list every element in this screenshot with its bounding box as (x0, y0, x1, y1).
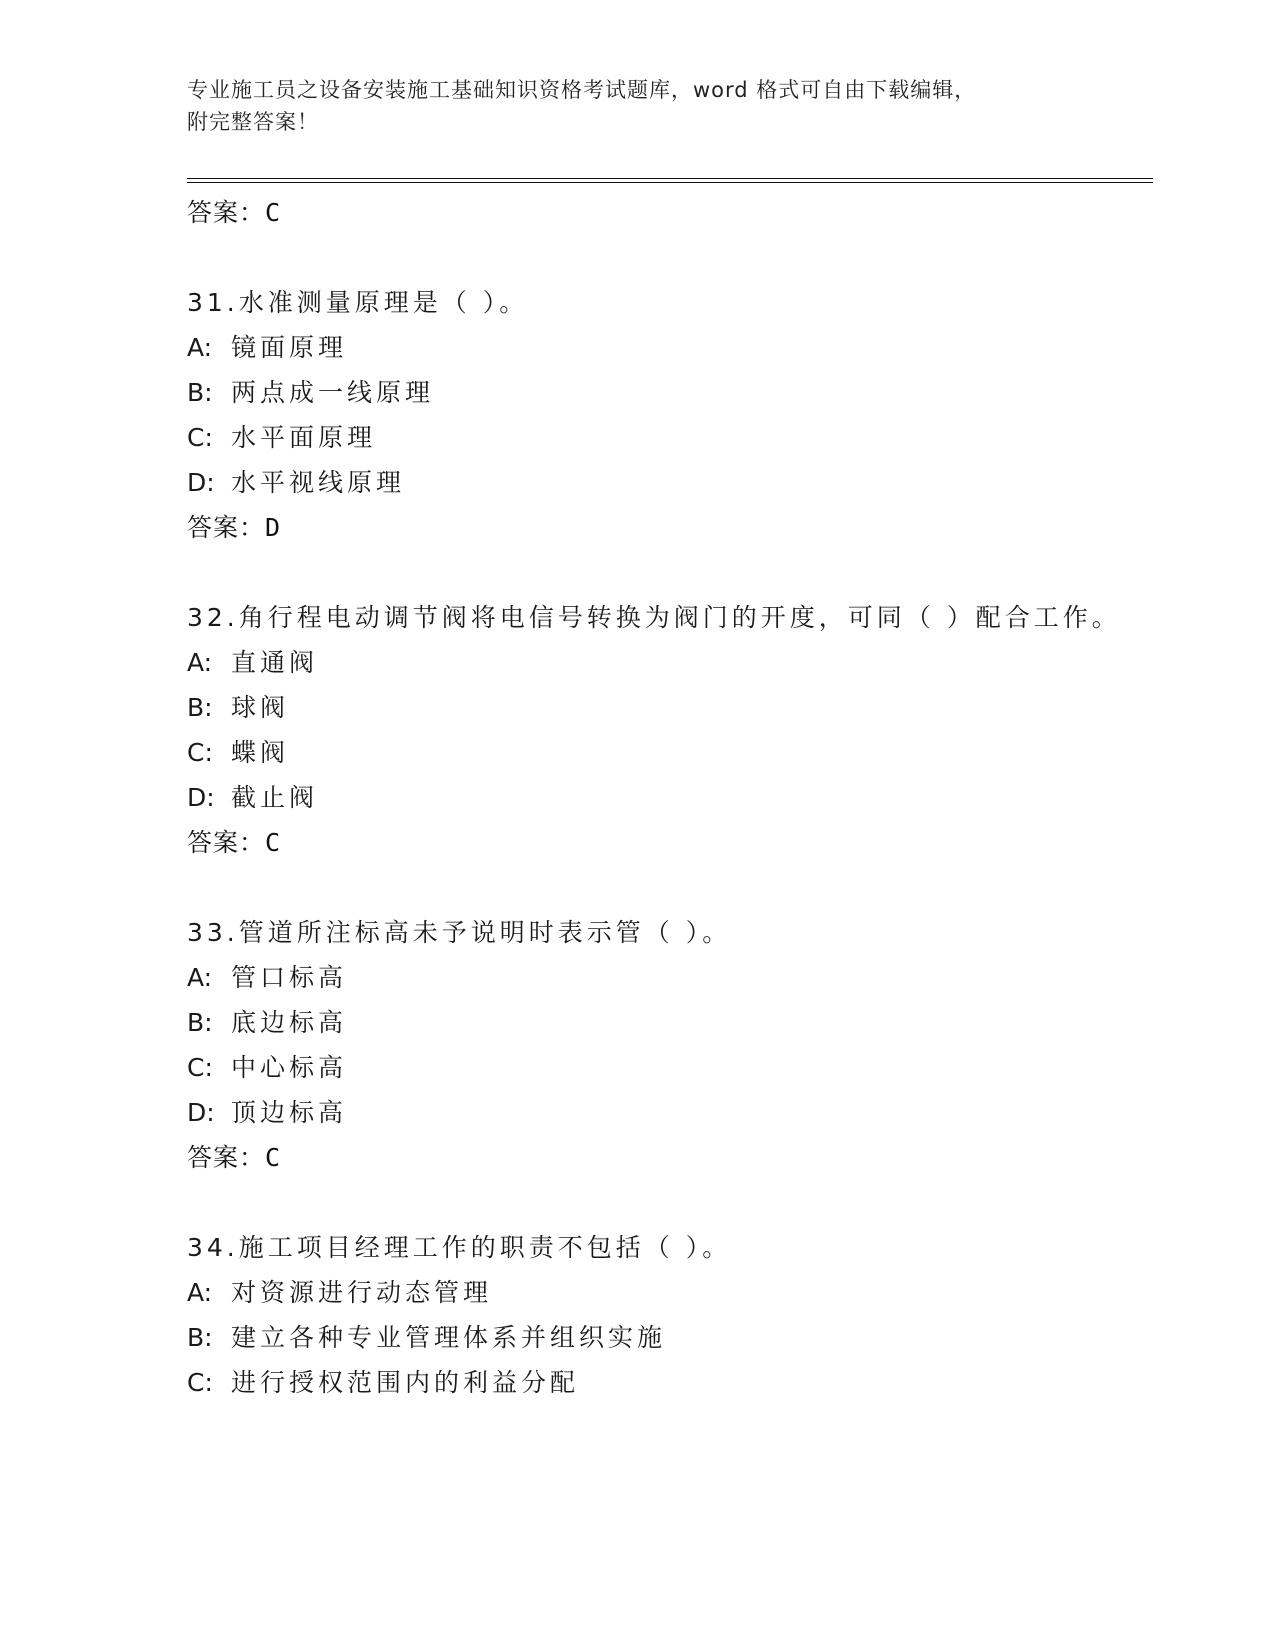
option-key: C: (187, 1053, 213, 1082)
document-header (187, 74, 1087, 138)
answer-line (187, 505, 1127, 550)
option-d (187, 460, 1127, 505)
option-key: C: (187, 423, 213, 452)
answer-line (187, 1135, 1127, 1180)
option-text: 球阀 (231, 693, 290, 722)
question-33 (187, 910, 1127, 1180)
option-key: D: (187, 1098, 215, 1127)
answer-value: C (265, 198, 282, 227)
header-divider (187, 178, 1153, 183)
option-b (187, 370, 1127, 415)
option-text: 两点成一线原理 (231, 378, 435, 407)
option-text: 对资源进行动态管理 (231, 1278, 493, 1307)
answer-line (187, 820, 1127, 865)
option-c (187, 415, 1127, 460)
option-text: 管口标高 (231, 963, 348, 992)
option-text: 水平视线原理 (231, 468, 406, 497)
option-a (187, 325, 1127, 370)
option-a (187, 1270, 1127, 1315)
header-line-2: 附完整答案！ (187, 110, 319, 134)
question-31 (187, 280, 1127, 550)
answer-label: 答案： (187, 198, 266, 227)
option-key: A: (187, 648, 213, 677)
option-a (187, 955, 1127, 1000)
question-stem: 33.管道所注标高未予说明时表示管（ ）。 (187, 918, 732, 947)
question-34 (187, 1225, 1127, 1405)
option-d (187, 775, 1127, 820)
option-key: C: (187, 738, 213, 767)
option-b (187, 1000, 1127, 1045)
option-text: 镜面原理 (231, 333, 348, 362)
answer-line (187, 190, 1127, 235)
option-a (187, 640, 1127, 685)
question-list (187, 190, 1127, 1405)
option-key: B: (187, 1008, 213, 1037)
option-key: A: (187, 1278, 213, 1307)
header-line-1: 专业施工员之设备安装施工基础知识资格考试题库，word 格式可自由下载编辑， (187, 78, 977, 102)
option-c (187, 1045, 1127, 1090)
option-text: 截止阀 (231, 783, 319, 812)
option-text: 直通阀 (231, 648, 319, 677)
question-stem: 34.施工项目经理工作的职责不包括（ ）。 (187, 1233, 732, 1262)
question-stem: 32.角行程电动调节阀将电信号转换为阀门的开度，可同（ ）配合工作。 (187, 603, 1121, 632)
option-text: 蝶阀 (231, 738, 290, 767)
option-text: 进行授权范围内的利益分配 (231, 1368, 580, 1397)
answer-label: 答案： (187, 1143, 266, 1172)
option-c (187, 730, 1127, 775)
option-d (187, 1090, 1127, 1135)
option-key: B: (187, 693, 213, 722)
option-text: 底边标高 (231, 1008, 348, 1037)
option-text: 建立各种专业管理体系并组织实施 (231, 1323, 667, 1352)
option-key: D: (187, 468, 215, 497)
answer-value: D (265, 513, 282, 542)
question-stem: 31.水准测量原理是（ ）。 (187, 288, 529, 317)
option-key: B: (187, 378, 213, 407)
option-text: 中心标高 (231, 1053, 348, 1082)
option-key: A: (187, 963, 213, 992)
option-b (187, 1315, 1127, 1360)
option-b (187, 685, 1127, 730)
answer-value: C (265, 1143, 282, 1172)
option-c (187, 1360, 1127, 1405)
option-key: A: (187, 333, 213, 362)
option-key: C: (187, 1368, 213, 1397)
option-text: 顶边标高 (231, 1098, 348, 1127)
option-key: B: (187, 1323, 213, 1352)
option-text: 水平面原理 (231, 423, 377, 452)
question-32 (187, 595, 1127, 865)
answer-label: 答案： (187, 828, 266, 857)
answer-value: C (265, 828, 282, 857)
answer-label: 答案： (187, 513, 266, 542)
option-key: D: (187, 783, 215, 812)
